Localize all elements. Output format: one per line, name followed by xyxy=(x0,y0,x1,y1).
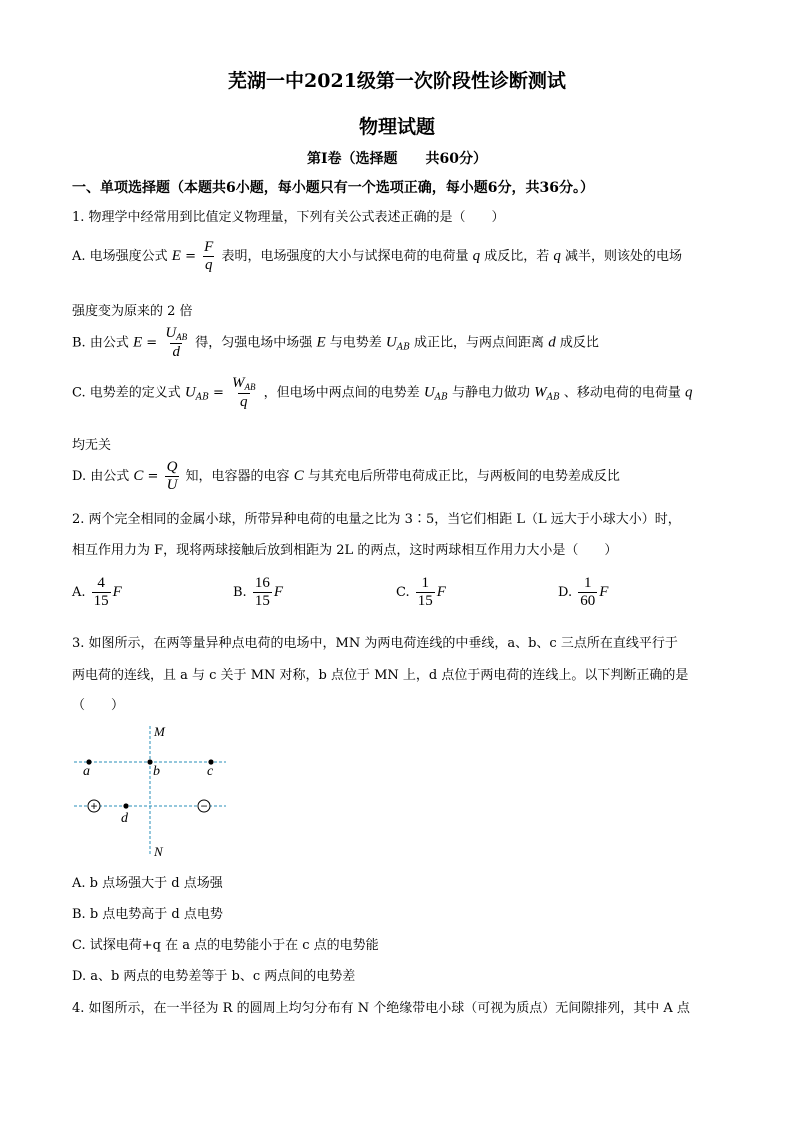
q1-stem: 1. 物理学中经常用到比值定义物理量，下列有关公式表述正确的是（ ） xyxy=(72,210,505,225)
label-d: d xyxy=(121,811,128,826)
point-d xyxy=(123,803,128,808)
subject-title: 物理试题 xyxy=(358,116,435,138)
q2-option-a: A. $\frac{4}{15}$ F xyxy=(72,575,122,609)
q3-option-b: B. b 点电势高于 d 点电势 xyxy=(72,907,223,922)
q3-line2: 两电荷的连线，且 a 与 c 关于 MN 对称，b 点位于 MN 上，d 点位于两电荷的连线上。以下判断正确的是 xyxy=(72,668,689,683)
q4-line1: 4. 如图所示，在一半径为 R 的圆周上均匀分布有 N 个绝缘带电小球（可视为质点）无间隙排列，其中 A 点 xyxy=(72,1001,690,1016)
q3-option-c: C. 试探电荷+q 在 a 点的电势能小于在 c 点的电势能 xyxy=(72,938,379,953)
label-c: c xyxy=(207,764,214,779)
positive-charge-sign: + xyxy=(90,799,98,813)
q1-option-c: C. 电势差的定义式 $U_{AB}$ = $\frac{W_{AB}}{q}$ ，但电场中两点间的电势差 $U_{AB}$ 与静电力做功 $W_{AB}$ 、移动电荷的电荷量 q xyxy=(72,375,693,410)
q3-line3: （ ） xyxy=(72,698,125,713)
q1-option-d: D. 由公式 C = $\frac{Q}{U}$ 知，电容器的电容 C 与其充电后所带电荷成正比，与两板间的电势差成反比 xyxy=(72,459,620,493)
label-b: b xyxy=(153,764,160,779)
fraction-uab-d: $\frac{U_{AB}}{d}$ xyxy=(165,325,188,360)
q1-option-a: A. 电场强度公式 E = $\frac{F}{q}$ 表明，电场强度的大小与试探电荷的电荷量 q 成反比，若 q 减半，则该处的电场 xyxy=(72,239,683,273)
q2-line1: 2. 两个完全相同的金属小球，所带异种电荷的电量之比为 3∶5，当它们相距 L（L 远大于小球大小）时， xyxy=(72,512,681,527)
q2-option-c: C. $\frac{1}{15}$ F xyxy=(396,575,446,609)
label-n: N xyxy=(154,844,163,859)
fraction-wab-q: $\frac{W_{AB}}{q}$ xyxy=(232,375,256,410)
q1-option-a-cont: 强度变为原来的 2 倍 xyxy=(72,304,193,319)
negative-charge-sign: − xyxy=(200,799,208,813)
q3-figure xyxy=(68,722,238,862)
fraction-e-f-q: $\frac{F}{q}$ xyxy=(204,239,214,273)
q1-option-b: B. 由公式 E = $\frac{U_{AB}}{d}$ 得，匀强电场中场强 E 与电势差 $U_{AB}$ 成正比，与两点间距离 d 成反比 xyxy=(72,325,599,360)
q1-option-c-cont: 均无关 xyxy=(72,438,112,453)
label-m: M xyxy=(154,724,165,739)
q3-option-a: A. b 点场强大于 d 点场强 xyxy=(72,876,223,891)
q2-option-b: B. $\frac{16}{15}$ F xyxy=(233,575,283,609)
q2-line2: 相互作用力为 F，现将两球接触后放到相距为 2L 的两点，这时两球相互作用力大小是（ ） xyxy=(72,543,618,558)
point-b xyxy=(147,759,152,764)
volume-title: 第Ⅰ卷（选择题 共60分） xyxy=(306,151,488,167)
q3-line1: 3. 如图所示，在两等量异种点电荷的电场中，MN 为两电荷连线的中垂线，a、b、c 三点所在直线平行于 xyxy=(72,636,678,651)
fraction-q-u: $\frac{Q}{U}$ xyxy=(166,459,178,493)
exam-title: 芜湖一中2021级第一次阶段性诊断测试 xyxy=(228,70,566,92)
q3-option-d: D. a、b 两点的电势差等于 b、c 两点间的电势差 xyxy=(72,969,356,984)
q2-option-d: D. $\frac{1}{60}$ F xyxy=(558,575,609,609)
label-a: a xyxy=(83,764,90,779)
section-heading: 一、单项选择题（本题共6小题，每小题只有一个选项正确，每小题6分，共36分。） xyxy=(72,180,594,196)
